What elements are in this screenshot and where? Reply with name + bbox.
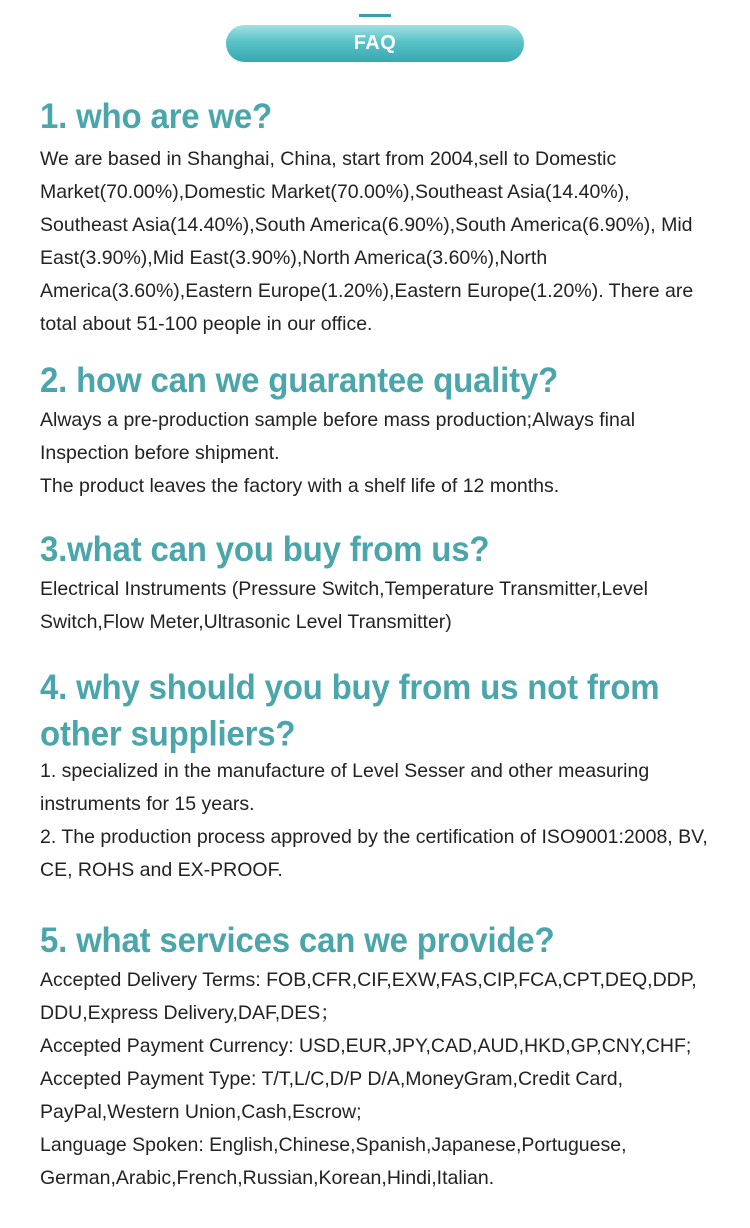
faq-item-quality: [40, 357, 720, 503]
faq-item-services: [40, 917, 720, 1195]
faq-answer: We are based in Shanghai, China, start from 2004,sell to Domestic Market(70.00%),Domestic Market(70.00%),Southeast Asia(14.40%), Southeast Asia(14.40%),South America(6.90%),South America(6.90%), Mid East(3.90%),Mid East(3.90%),North America(3.60%),North America(3.60%),Eastern Europe(1.20%),Eastern Europe(1.20%). There are total about 51-100 people in our office.: [40, 148, 694, 335]
faq-question: 2. how can we guarantee quality?: [40, 360, 559, 400]
faq-answer: The product leaves the factory with a shelf life of 12 months.: [40, 475, 560, 497]
faq-badge: [226, 25, 524, 62]
faq-question: 3.what can you buy from us?: [40, 529, 490, 569]
faq-answer: Accepted Payment Type: T/T,L/C,D/P D/A,MoneyGram,Credit Card, PayPal,Western Union,Cash,Escrow;: [40, 1068, 624, 1123]
faq-answer: Always a pre-production sample before mass production;Always final Inspection before shipment.: [40, 409, 636, 464]
faq-answer: Accepted Payment Currency: USD,EUR,JPY,CAD,AUD,HKD,GP,CNY,CHF;: [40, 1035, 692, 1057]
faq-answer: Language Spoken: English,Chinese,Spanish,Japanese,Portuguese, German,Arabic,French,Russian,Korean,Hindi,Italian.: [40, 1134, 627, 1189]
faq-question: 4. why should you buy from us not from other suppliers?: [40, 667, 660, 754]
faq-question: 5. what services can we provide?: [40, 920, 555, 960]
faq-answer: Electrical Instruments (Pressure Switch,Temperature Transmitter,Level Switch,Flow Meter,Ultrasonic Level Transmitter): [40, 578, 648, 633]
header-divider: [359, 14, 391, 17]
faq-item-why-us: [40, 664, 720, 887]
faq-answer: 2. The production process approved by the certification of ISO9001:2008, BV, CE, ROHS and EX-PROOF.: [40, 826, 708, 881]
faq-item-who-are-we: [40, 93, 720, 341]
faq-answer: 1. specialized in the manufacture of Level Sesser and other measuring instruments for 15 years.: [40, 760, 650, 815]
faq-badge-label: FAQ: [353, 32, 397, 54]
faq-answer: Accepted Delivery Terms: FOB,CFR,CIF,EXW,FAS,CIP,FCA,CPT,DEQ,DDP, DDU,Express Delivery,DAF,DES；: [40, 969, 697, 1024]
faq-item-products: [40, 526, 720, 639]
faq-question: 1. who are we?: [40, 96, 272, 136]
